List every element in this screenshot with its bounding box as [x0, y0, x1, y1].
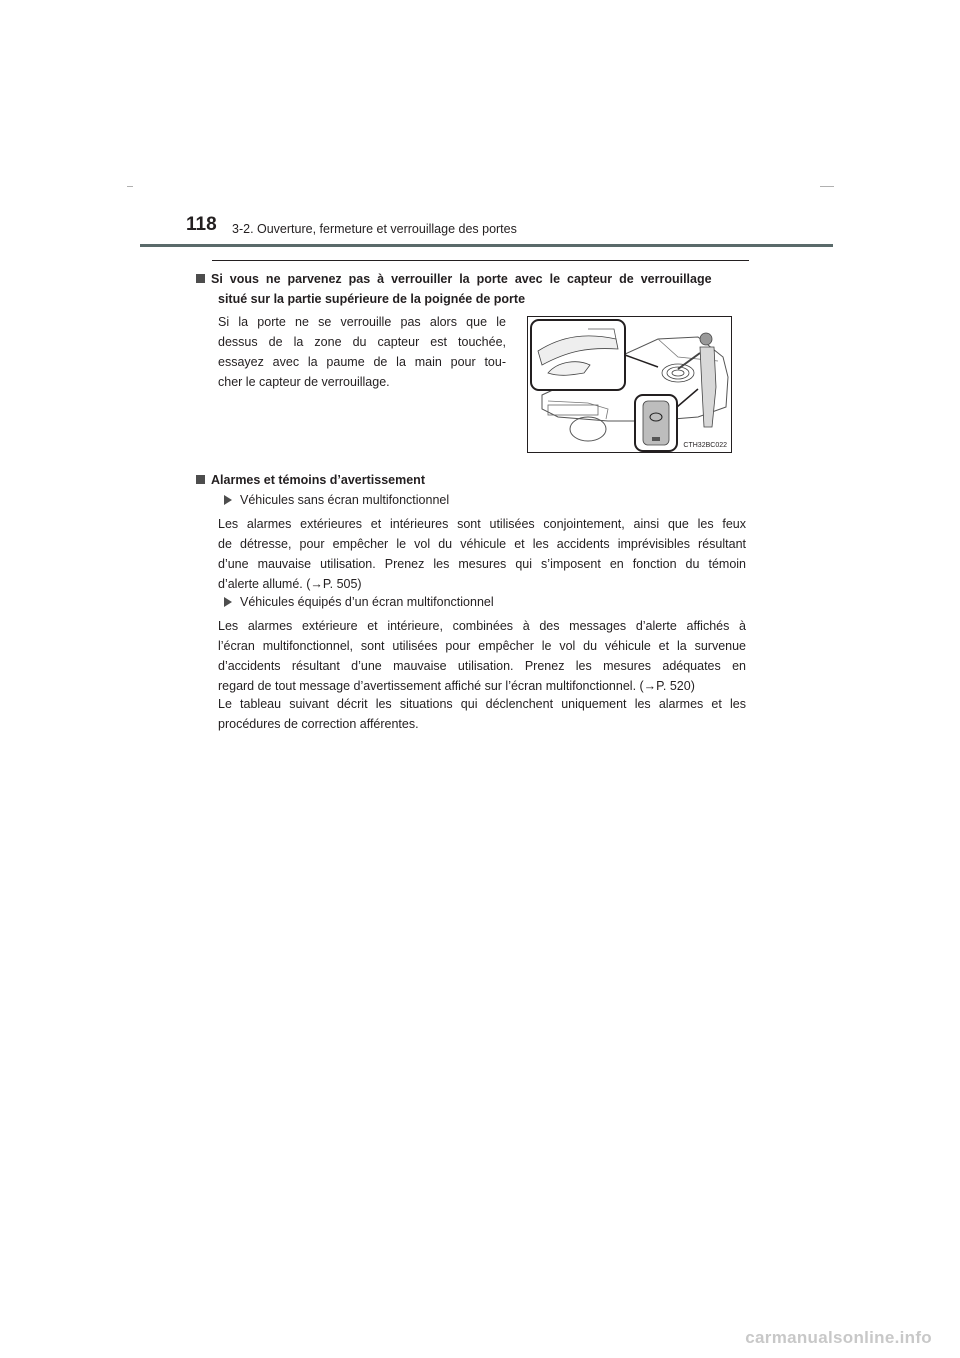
text-line: regard de tout message d’avertissement affiché sur l’écran multifonctionnel. (→P. 520) [218, 679, 695, 693]
lock-sensor-paragraph [218, 312, 506, 392]
text-line: d’accidents résultant d’une mauvaise utilisation. Prenez les mesures adéquates en [218, 659, 746, 673]
text-line: d’alerte allumé. (→P. 505) [218, 577, 362, 591]
paragraph-no-display [218, 514, 746, 594]
heading-lock-sensor [196, 269, 748, 289]
text-line: l’écran multifonctionnel, sont utilisées pour empêcher le vol du véhicule et la survenue [218, 639, 746, 653]
square-bullet-icon [196, 274, 205, 283]
page-number: 118 [186, 214, 217, 235]
heading-alarms-label: Alarmes et témoins d’avertissement [211, 473, 425, 487]
paragraph-table-intro [218, 694, 746, 734]
triangle-bullet-icon [224, 597, 232, 607]
subheading-no-display-label: Véhicules sans écran multifonctionnel [240, 493, 450, 507]
crop-mark-left [127, 186, 133, 187]
square-bullet-icon [196, 475, 205, 484]
text-line: Si la porte ne se verrouille pas alors que le [218, 315, 506, 329]
subheading-no-display [224, 490, 449, 510]
watermark: carmanualsonline.info [745, 1328, 932, 1347]
text-line: Les alarmes extérieure et intérieure, combinées à des messages d’alerte affichés à [218, 619, 746, 633]
section-title: 3-2. Ouverture, fermeture et verrouillage des portes [232, 222, 517, 236]
subheading-with-display-label: Véhicules équipés d’un écran multifonctionnel [240, 595, 494, 609]
text-line: Les alarmes extérieures et intérieures sont utilisées conjointement, ainsi que les feux [218, 517, 746, 531]
divider-rule [212, 260, 749, 261]
triangle-bullet-icon [224, 495, 232, 505]
text-line: procédures de correction afférentes. [218, 717, 419, 731]
heading-lock-sensor-line1: Si vous ne parvenez pas à verrouiller la porte avec le capteur de verrouillage [211, 272, 712, 286]
paragraph-with-display [218, 616, 746, 696]
text-line: cher le capteur de verrouillage. [218, 375, 390, 389]
subheading-with-display [224, 592, 494, 612]
figure-code: CTH32BC022 [683, 442, 727, 449]
car-door-handle-illustration [528, 317, 733, 454]
text-line: Le tableau suivant décrit les situations qui déclenchent uniquement les alarmes et les [218, 697, 746, 711]
text-line: d’une mauvaise utilisation. Prenez les mesures qui s’imposent en fonction du témoin [218, 557, 746, 571]
crop-mark-right [820, 186, 834, 187]
header-rule [140, 244, 833, 247]
heading-alarms [196, 470, 425, 490]
text-line: dessus de la zone du capteur est touchée, [218, 335, 506, 349]
heading-lock-sensor-cont [218, 289, 525, 309]
text-line: de détresse, pour empêcher le vol du véhicule et les accidents imprévisibles résultant [218, 537, 746, 551]
text-line: essayez avec la paume de la main pour tou- [218, 355, 506, 369]
heading-lock-sensor-line2: situé sur la partie supérieure de la poignée de porte [218, 292, 526, 306]
illustration-lock-sensor [527, 316, 732, 453]
